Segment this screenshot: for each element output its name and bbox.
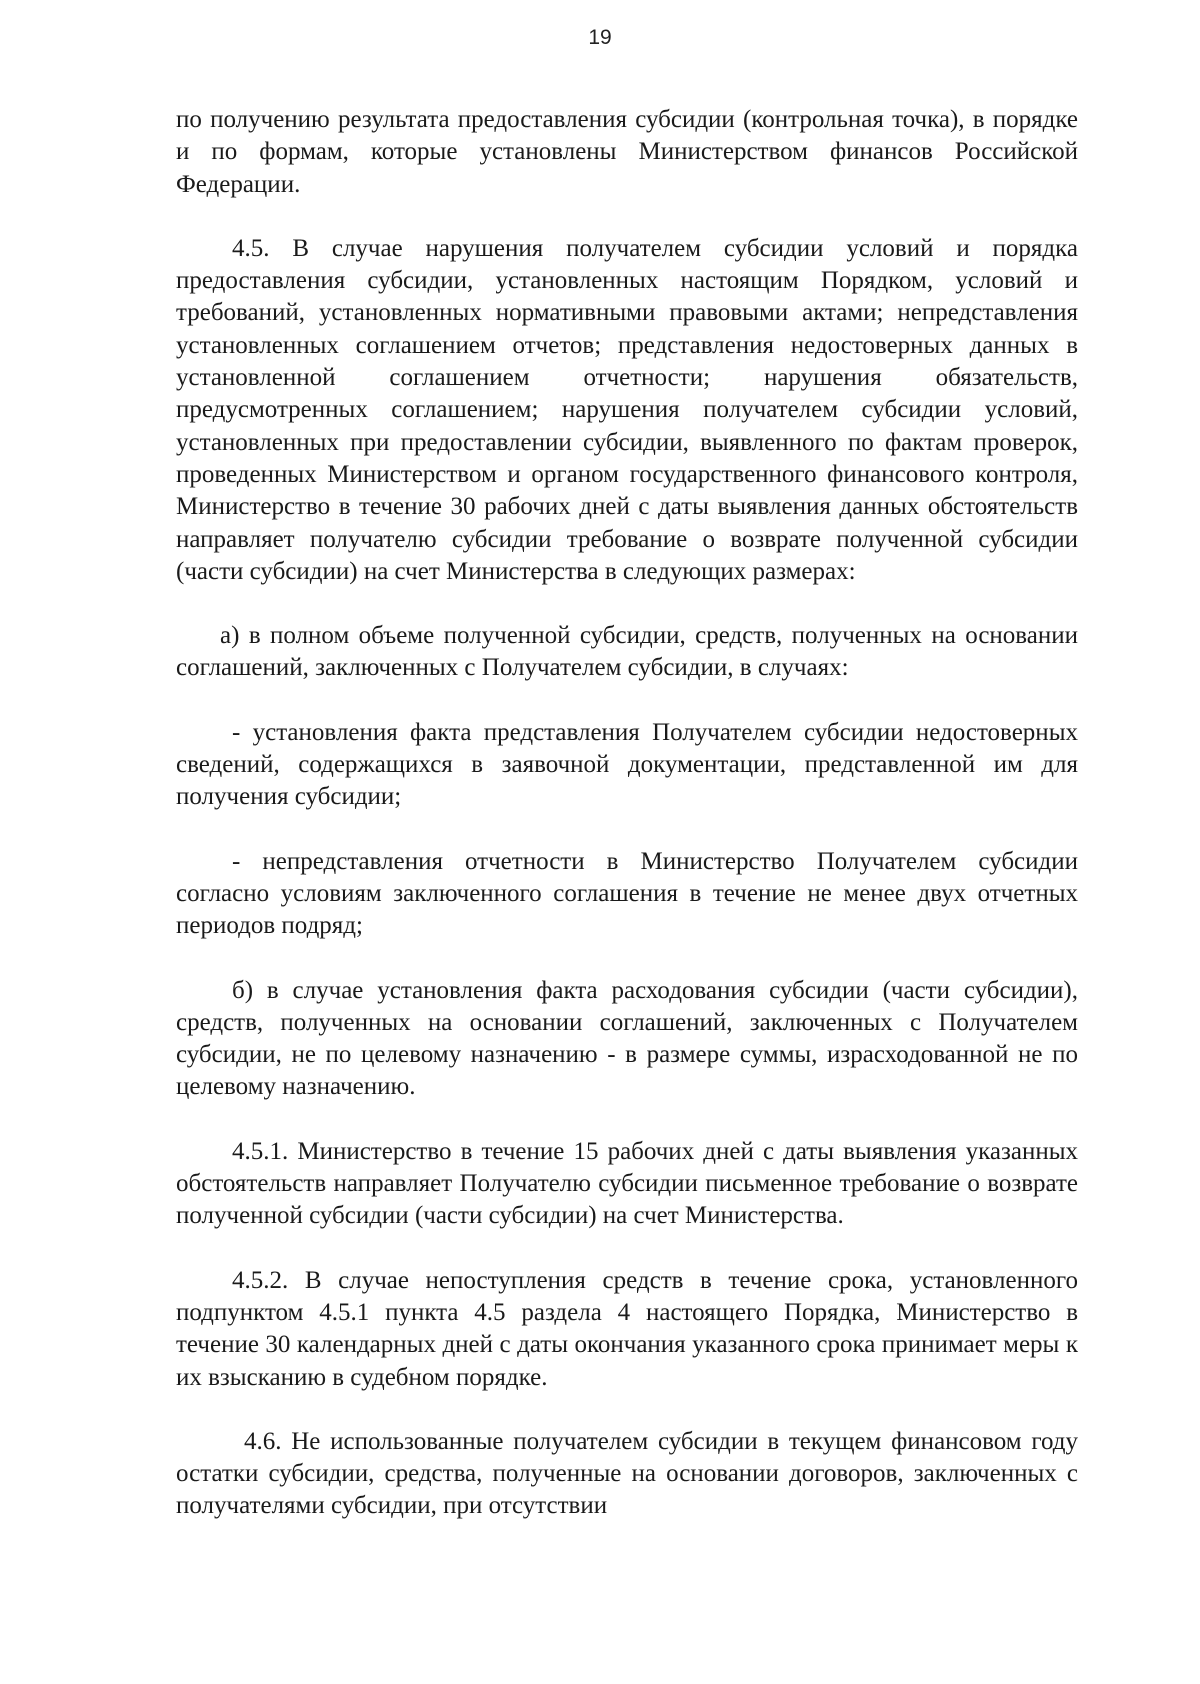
paragraph-4-5: 4.5. В случае нарушения получателем субсидии условий и порядка предоставления субсидии, установленных настоящим Порядком, условий и требований, установленных нормативными правовыми актами; непредставления установленных соглашением отчетов; представления недостоверных данных в установленной соглашением отчетности; нарушения обязательств, предусмотренных соглашением; нарушения получателем субсидии условий, установленных при предоставлении субсидии, выявленного по фактам проверок, проведенных Министерством и органом государственного финансового контроля, Министерство в течение 30 рабочих дней с даты выявления данных обстоятельств направляет получателю субсидии требование о возврате полученной субсидии (части субсидии) на счет Министерства в следующих размерах:	[176, 234, 1078, 585]
paragraph-4-5-a-item-2: - непредставления отчетности в Министерство Получателем субсидии согласно условиям заключенного соглашения в течение не менее двух отчетных периодов подряд;	[176, 847, 1078, 940]
paragraph-4-5-b: б) в случае установления факта расходования субсидии (части субсидии), средств, полученных на основании соглашений, заключенных с Получателем субсидии, не по целевому назначению - в размере суммы, израсходованной не по целевому назначению.	[176, 976, 1078, 1101]
paragraph-continuation: по получению результата предоставления субсидии (контрольная точка), в порядке и по формам, которые установлены Министерством финансов Российской Федерации.	[176, 106, 1078, 198]
paragraph-4-6: 4.6. Не использованные получателем субсидии в текущем финансовом году остатки субсидии, средства, полученные на основании договоров, заключенных с получателями субсидии, при отсутствии	[176, 1427, 1078, 1520]
document-body	[176, 104, 1078, 1555]
paragraph-4-5-2: 4.5.2. В случае непоступления средств в течение срока, установленного подпунктом 4.5.1 пункта 4.5 раздела 4 настоящего Порядка, Министерство в течение 30 календарных дней с даты окончания указанного срока принимает меры к их взысканию в судебном порядке.	[176, 1266, 1078, 1391]
page-number: 19	[588, 26, 612, 49]
paragraph-4-5-a: а) в полном объеме полученной субсидии, средств, полученных на основании соглашений, заключенных с Получателем субсидии, в случаях:	[176, 622, 1078, 682]
paragraph-4-5-1: 4.5.1. Министерство в течение 15 рабочих дней с даты выявления указанных обстоятельств направляет Получателю субсидии письменное требование о возврате полученной субсидии (части субсидии) на счет Министерства.	[176, 1137, 1078, 1230]
paragraph-4-5-a-item-1: - установления факта представления Получателем субсидии недостоверных сведений, содержащихся в заявочной документации, представленной им для получения субсидии;	[176, 718, 1078, 811]
